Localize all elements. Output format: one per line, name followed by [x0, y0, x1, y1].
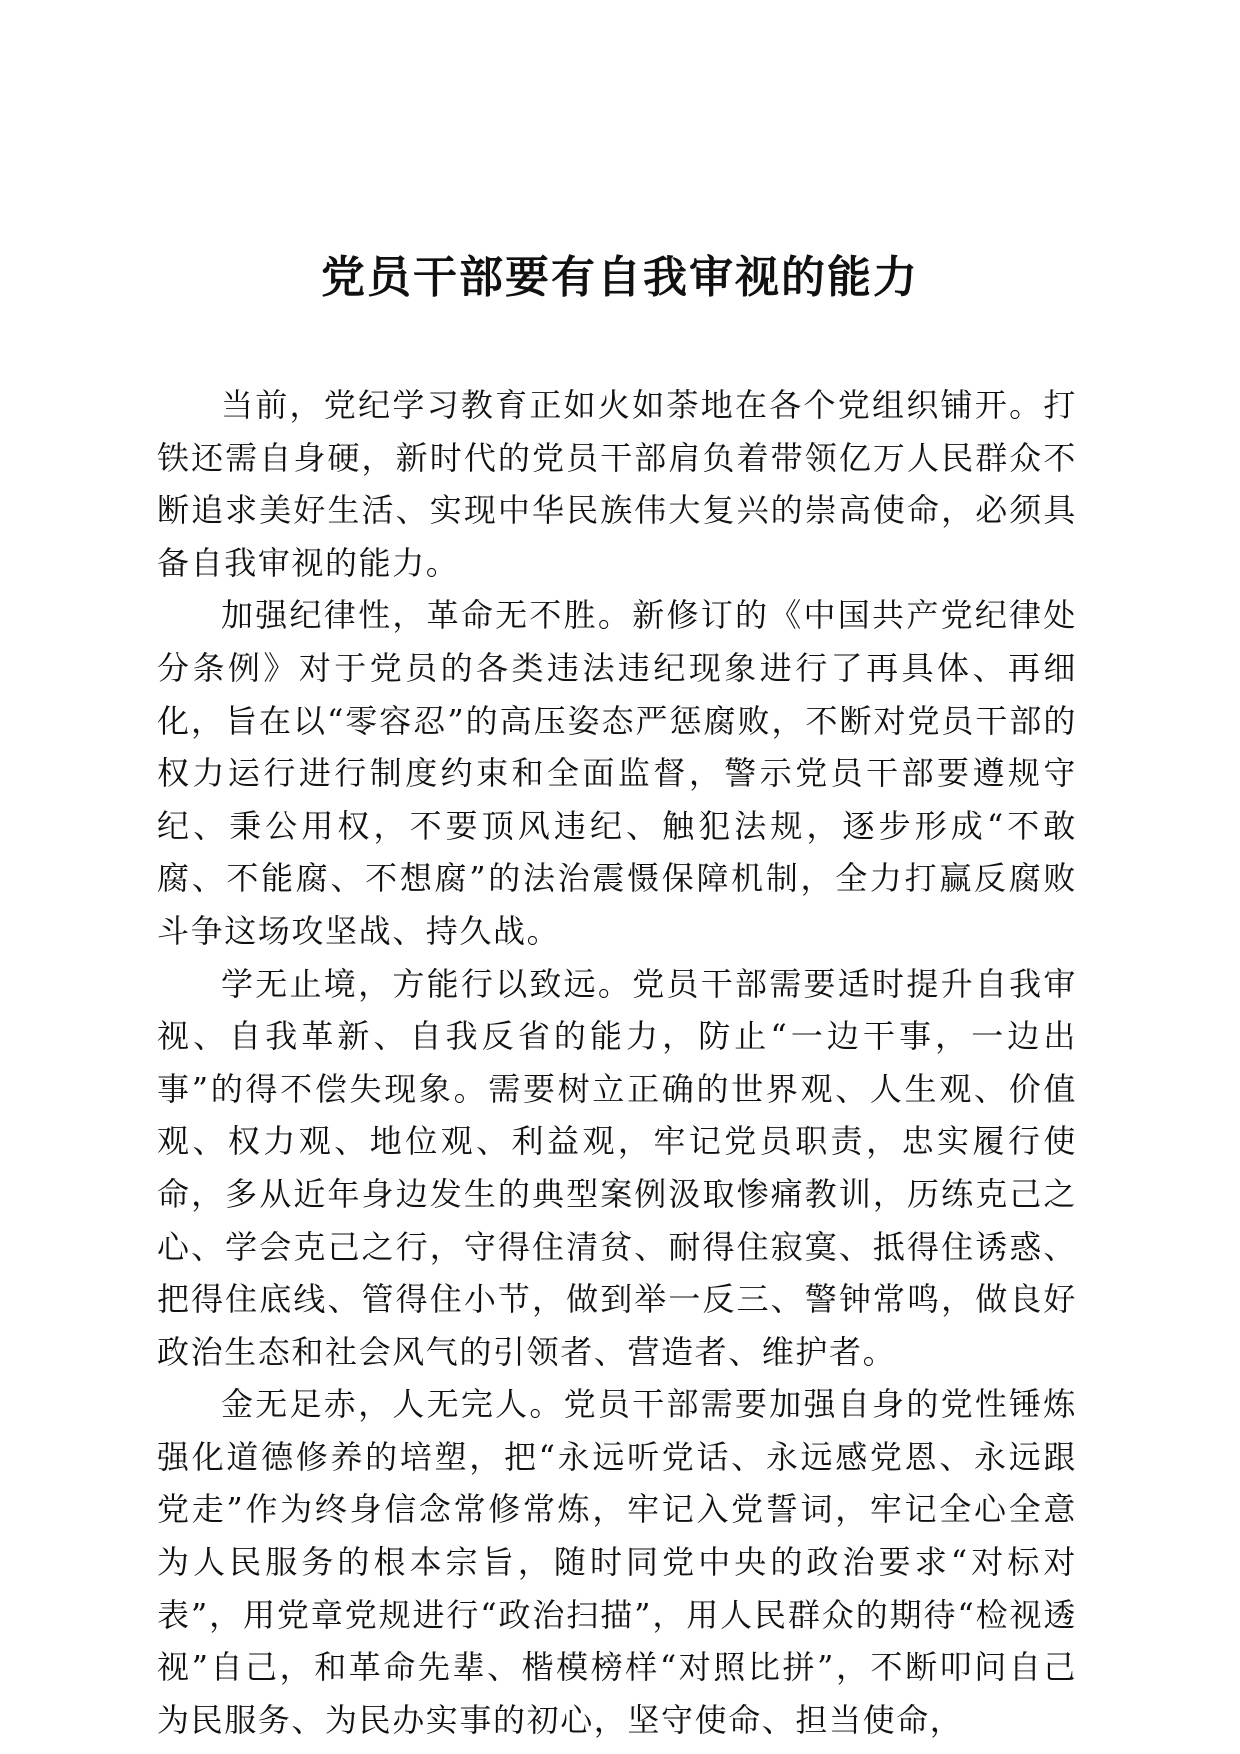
paragraph: 学无止境，方能行以致远。党员干部需要适时提升自我审视、自我革新、自我反省的能力，防止“一边干事，一边出事”的得不偿失现象。需要树立正确的世界观、人生观、价值观、权力观、地位观、利益观，牢记党员职责，忠实履行使命，多从近年身边发生的典型案例汲取惨痛教训，历练克己之心、学会克己之行，守得住清贫、耐得住寂寞、抵得住诱惑、把得住底线、管得住小节，做到举一反三、警钟常鸣，做良好政治生态和社会风气的引领者、营造者、维护者。 — [157, 964, 1077, 1371]
paragraph: 加强纪律性，革命无不胜。新修订的《中国共产党纪律处分条例》对于党员的各类违法违纪现象进行了再具体、再细化，旨在以“零容忍”的高压姿态严惩腐败，不断对党员干部的权力运行进行制度约束和全面监督，警示党员干部要遵规守纪、秉公用权，不要顶风违纪、触犯法规，逐步形成“不敢腐、不能腐、不想腐”的法治震慑保障机制，全力打赢反腐败斗争这场攻坚战、持久战。 — [157, 596, 1077, 950]
paragraph: 金无足赤，人无完人。党员干部需要加强自身的党性锤炼强化道德修养的培塑，把“永远听党话、永远感党恩、永远跟党走”作为终身信念常修常炼，牢记入党誓词，牢记全心全意为人民服务的根本宗旨，随时同党中央的政治要求“对标对表”，用党章党规进行“政治扫描”，用人民群众的期待“检视透视”自己，和革命先辈、楷模榜样“对照比拼”，不断叩问自己为民服务、为民办实事的初心，坚守使命、担当使命， — [157, 1385, 1077, 1739]
document-body — [157, 379, 1077, 1746]
document-title: 党员干部要有自我审视的能力 — [321, 252, 919, 303]
paragraph: 当前，党纪学习教育正如火如荼地在各个党组织铺开。打铁还需自身硬，新时代的党员干部肩负着带领亿万人民群众不断追求美好生活、实现中华民族伟大复兴的崇高使命，必须具备自我审视的能力。 — [157, 386, 1077, 582]
